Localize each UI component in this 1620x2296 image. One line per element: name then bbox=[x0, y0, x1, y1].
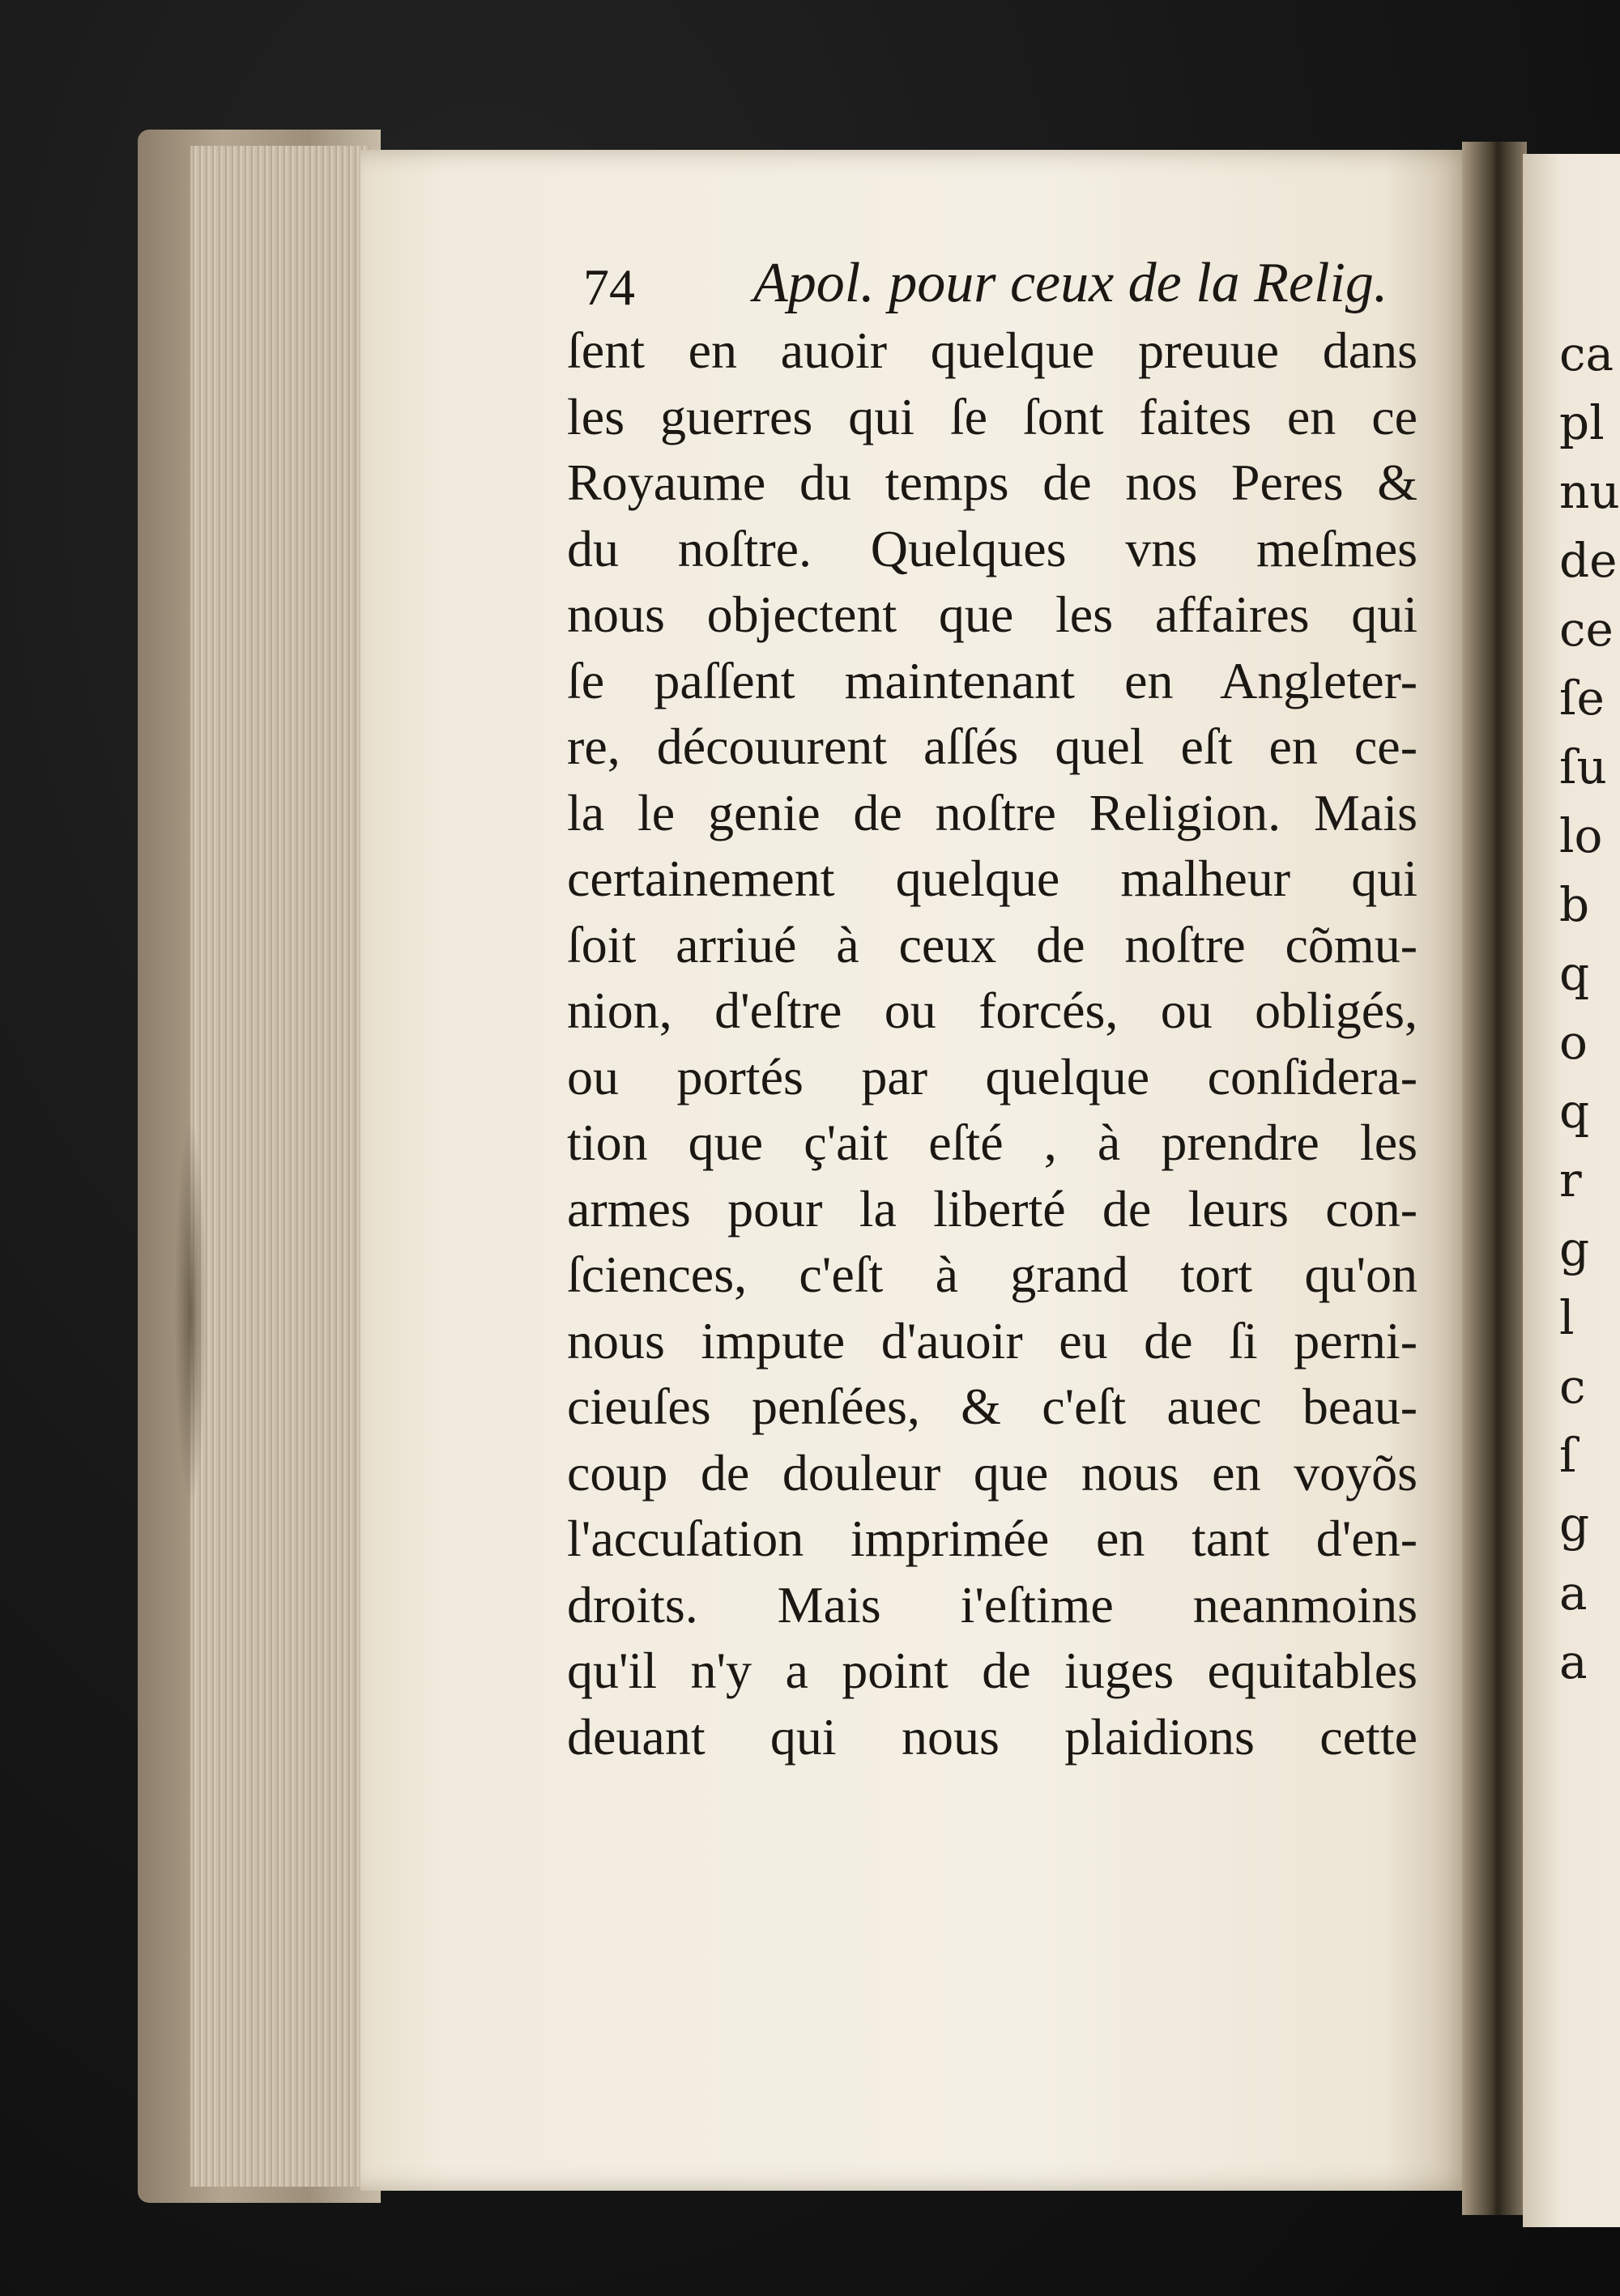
page-stain bbox=[174, 1118, 207, 1506]
facing-text-fragment: a bbox=[1559, 1634, 1588, 1689]
page-block-edge bbox=[190, 146, 369, 2187]
text-line: du noſtre. Quelques vns meſmes bbox=[567, 519, 1418, 577]
text-line: nous impute d'auoir eu de ſi perni- bbox=[567, 1311, 1418, 1370]
facing-text-fragment: ce bbox=[1559, 602, 1614, 657]
text-line: la le genie de noſtre Religion. Mais bbox=[567, 783, 1418, 841]
facing-text-fragment: g bbox=[1559, 1221, 1590, 1276]
text-line: armes pour la liberté de leurs con- bbox=[567, 1179, 1418, 1237]
text-line: ſent en auoir quelque preuue dans bbox=[567, 322, 1418, 379]
text-line: droits. Mais i'eſtime neanmoins bbox=[567, 1575, 1418, 1634]
text-line: nous objectent que les affaires qui bbox=[567, 586, 1418, 643]
facing-text-fragment: ſ bbox=[1559, 1428, 1577, 1483]
book-gutter bbox=[1462, 142, 1527, 2215]
text-line: ſe paſſent maintenant en Angleter- bbox=[567, 651, 1418, 709]
text-line: cieuſes penſées, & c'eſt auec beau- bbox=[567, 1378, 1418, 1435]
running-head: Apol. pour ceux de la Relig. bbox=[753, 252, 1388, 314]
page-number: 74 bbox=[583, 258, 635, 316]
facing-text-fragment: c bbox=[1559, 1359, 1586, 1414]
facing-page-text bbox=[1559, 320, 1620, 1697]
facing-text-fragment: nu bbox=[1559, 464, 1620, 519]
page-text bbox=[567, 317, 1418, 1770]
text-line: nion, d'eſtre ou forcés, ou obligés, bbox=[567, 982, 1418, 1039]
text-line: ſoit arriué à ceux de noſtre cõmu- bbox=[567, 915, 1418, 973]
facing-text-fragment: ſe bbox=[1559, 671, 1605, 726]
text-line: qu'il n'y a point de iuges equitables bbox=[567, 1642, 1418, 1699]
text-line: tion que ç'ait eſté , à prendre les bbox=[567, 1114, 1418, 1171]
facing-text-fragment: a bbox=[1559, 1565, 1588, 1621]
facing-text-fragment: q bbox=[1559, 946, 1590, 1001]
text-line: certainement quelque malheur qui bbox=[567, 850, 1418, 907]
facing-text-fragment: l bbox=[1559, 1290, 1575, 1345]
text-line: coup de douleur que nous en voyõs bbox=[567, 1443, 1418, 1502]
facing-text-fragment: pl bbox=[1559, 395, 1605, 450]
facing-text-fragment: lo bbox=[1559, 808, 1603, 863]
text-line: ſciences, c'eſt à grand tort qu'on bbox=[567, 1246, 1418, 1303]
page-header bbox=[583, 243, 1418, 324]
facing-text-fragment: q bbox=[1559, 1084, 1590, 1139]
facing-text-fragment: o bbox=[1559, 1015, 1588, 1070]
facing-text-fragment: g bbox=[1559, 1497, 1590, 1552]
text-line: les guerres qui ſe ſont faites en ce bbox=[567, 387, 1418, 445]
facing-text-fragment: b bbox=[1559, 877, 1590, 932]
text-line: Royaume du temps de nos Peres & bbox=[567, 454, 1418, 511]
text-line: ou portés par quelque conſidera- bbox=[567, 1047, 1418, 1105]
facing-text-fragment: r bbox=[1559, 1152, 1582, 1208]
text-line: deuant qui nous plaidions cette bbox=[567, 1707, 1418, 1766]
facing-text-fragment: de bbox=[1559, 533, 1618, 588]
text-line: re, découurent aſſés quel eſt en ce- bbox=[567, 718, 1418, 775]
text-line: l'accuſation imprimée en tant d'en- bbox=[567, 1510, 1418, 1567]
facing-text-fragment: ſu bbox=[1559, 739, 1607, 794]
facing-text-fragment: ca bbox=[1559, 326, 1614, 381]
